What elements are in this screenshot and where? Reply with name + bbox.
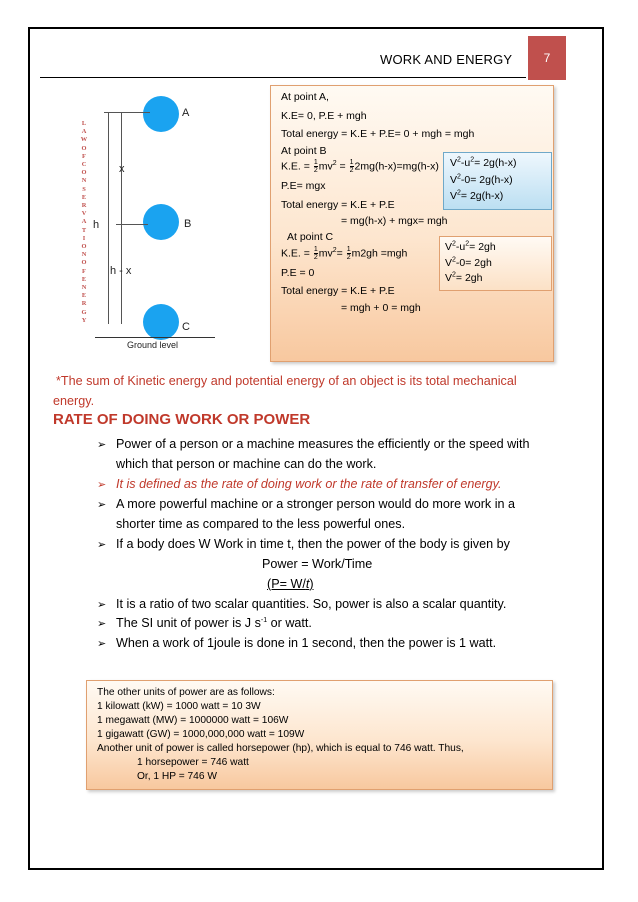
bullet-arrow-icon: ➢ (97, 618, 107, 630)
height-line (108, 112, 109, 324)
frac-num: 1 (313, 159, 318, 166)
vel-c-line-3: $V^2= 2gh$ (445, 271, 483, 284)
caption-letter: N (81, 284, 87, 292)
power-formula-symbolic: (P= W/t) (267, 577, 314, 591)
power-formula: Power = Work/Time (262, 557, 373, 571)
ball-b (143, 204, 179, 240)
ke-result: m2gh =mgh (351, 247, 408, 260)
caption-letter: Y (81, 316, 87, 324)
bullet-arrow-icon: ➢ (97, 499, 107, 511)
frac-num: 1 (346, 246, 351, 253)
bullet-5: It is a ratio of two scalar quantities. So, power is also a scalar quantity. (116, 597, 507, 611)
ball-c (143, 304, 179, 340)
caption-letter: R (81, 202, 87, 210)
fraction-half (314, 246, 318, 261)
ground-label: Ground level (127, 340, 179, 350)
energy-calculation-box (270, 85, 554, 362)
ke-eq: = (339, 160, 346, 173)
caption-letter: S (82, 185, 86, 193)
point-c-heading: At point C (287, 231, 334, 243)
caption-letter: N (81, 251, 87, 259)
bullet-3-line-2: shorter time as compared to the less powerful ones. (116, 517, 406, 531)
split-line (121, 112, 122, 324)
caption-letter: A (81, 218, 87, 226)
point-a-heading: At point A, (281, 91, 329, 103)
header-rule (40, 77, 526, 78)
units-line: 1 gigawatt (GW) = 1000,000,000 watt = 109W (97, 729, 305, 740)
caption-letter: E (81, 275, 87, 283)
units-line: Or, 1 HP = 746 W (137, 771, 217, 782)
caption-letter: T (81, 226, 87, 234)
ball-label-a: A (182, 107, 190, 119)
page-number-badge: 7 (528, 36, 566, 80)
ke-mv: mv (318, 160, 333, 173)
section-heading: RATE OF DOING WORK OR POWER (53, 411, 311, 428)
point-a-ke: K.E= 0, P.E + mgh (281, 110, 367, 122)
bullet-1-line-2: which that person or machine can do the work. (116, 457, 377, 471)
fraction-half (347, 246, 351, 261)
caption-letter: V (81, 210, 87, 218)
caption-letter: I (82, 234, 86, 242)
caption-letter: A (81, 128, 87, 136)
units-line: Another unit of power is called horsepower (hp), which is equal to 746 watt. Thus, (97, 743, 464, 754)
caption-letter: O (81, 144, 87, 152)
caption-letter: E (81, 193, 87, 201)
caption-letter: F (82, 152, 86, 160)
caption-letter: O (81, 243, 87, 251)
ball-label-b: B (184, 218, 192, 230)
ke-result: 2mg(h-x)=mg(h-x) (354, 160, 439, 173)
x-label: x (119, 163, 125, 175)
ke-sup: 2 (332, 246, 337, 254)
bullet-arrow-icon: ➢ (97, 599, 107, 611)
bullet-6: The SI unit of power is J $s^{-1}$ or watt. (116, 616, 312, 630)
frac-den: 2 (346, 254, 351, 261)
units-line: 1 kilowatt (kW) = 1000 watt = 10 3W (97, 701, 261, 712)
caption-letter: G (81, 308, 87, 316)
ke-mv: mv (318, 247, 333, 260)
caption-letter: C (81, 161, 87, 169)
ground-line (95, 337, 215, 338)
frac-den: 2 (349, 167, 354, 174)
caption-letter: R (81, 300, 87, 308)
velocity-box-c (439, 236, 552, 291)
units-line: 1 megawatt (MW) = 1000000 watt = 106W (97, 715, 289, 726)
bullet-arrow-icon: ➢ (97, 439, 107, 451)
fraction-half (314, 159, 318, 174)
summary-line-2: energy. (53, 394, 95, 408)
vel-c-line-2: $V^2-0= 2gh$ (445, 256, 492, 269)
height-label: h (93, 219, 100, 231)
point-b-total-2: = mg(h-x) + mgx= mgh (341, 215, 448, 227)
caption-letter: O (81, 169, 87, 177)
caption-letter: N (81, 177, 87, 185)
caption-letter: O (81, 259, 87, 267)
bullet-1-line-1: Power of a person or a machine measures the efficiently or the speed with (116, 437, 530, 451)
bullet-arrow-icon: ➢ (97, 479, 107, 491)
caption-letter: F (82, 267, 86, 275)
ke-prefix: K.E. = (281, 247, 310, 260)
fraction-half (350, 159, 354, 174)
summary-line-1: *The sum of Kinetic energy and potential energy of an object is its total mechanical (56, 374, 517, 388)
ke-eq: = (336, 247, 343, 260)
caption-letter: W (80, 136, 88, 144)
point-c-ke (281, 246, 407, 261)
vel-b-line-1: $V^2-u^2= 2g(h-x)$ (450, 156, 517, 169)
units-line: 1 horsepower = 746 watt (137, 757, 249, 768)
vel-c-line-1: $V^2-u^2= 2gh$ (445, 240, 496, 253)
vertical-caption (77, 120, 91, 325)
ball-a (143, 96, 179, 132)
point-c-pe: P.E = 0 (281, 267, 315, 279)
mid-tick (116, 224, 148, 225)
units-line: The other units of power are as follows: (97, 687, 275, 698)
frac-num: 1 (313, 246, 318, 253)
point-c-total-2: = mgh + 0 = mgh (341, 302, 421, 314)
point-b-total: Total energy = K.E + P.E (281, 199, 395, 211)
caption-letter: L (81, 120, 87, 127)
bullet-arrow-icon: ➢ (97, 638, 107, 650)
caption-letter: E (81, 292, 87, 300)
point-b-ke (281, 159, 439, 174)
bullet-arrow-icon: ➢ (97, 539, 107, 551)
vel-b-line-2: $V^2-0= 2g(h-x)$ (450, 173, 513, 186)
point-b-pe: P.E= mgx (281, 180, 326, 192)
header-title: WORK AND ENERGY (380, 52, 513, 67)
frac-den: 2 (313, 167, 318, 174)
vel-b-line-3: $V^2= 2g(h-x)$ (450, 189, 504, 202)
velocity-box-b (443, 152, 552, 210)
ball-label-c: C (182, 321, 190, 333)
bullet-4: If a body does W Work in time t, then the power of the body is given by (116, 537, 510, 551)
power-units-box (86, 680, 553, 790)
point-a-total: Total energy = K.E + P.E= 0 + mgh = mgh (281, 128, 475, 140)
ke-prefix: K.E. = (281, 160, 310, 173)
frac-den: 2 (313, 254, 318, 261)
ke-sup: 2 (332, 159, 337, 167)
h-minus-x-label: h - x (110, 265, 132, 277)
bullet-2-definition: It is defined as the rate of doing work or the rate of transfer of energy. (116, 477, 502, 491)
point-b-heading: At point B (281, 145, 327, 157)
bullet-3-line-1: A more powerful machine or a stronger person would do more work in a (116, 497, 515, 511)
bullet-7: When a work of 1joule is done in 1 second, then the power is 1 watt. (116, 636, 497, 650)
frac-num: 1 (349, 159, 354, 166)
top-tick (104, 112, 150, 113)
point-c-total: Total energy = K.E + P.E (281, 285, 395, 297)
